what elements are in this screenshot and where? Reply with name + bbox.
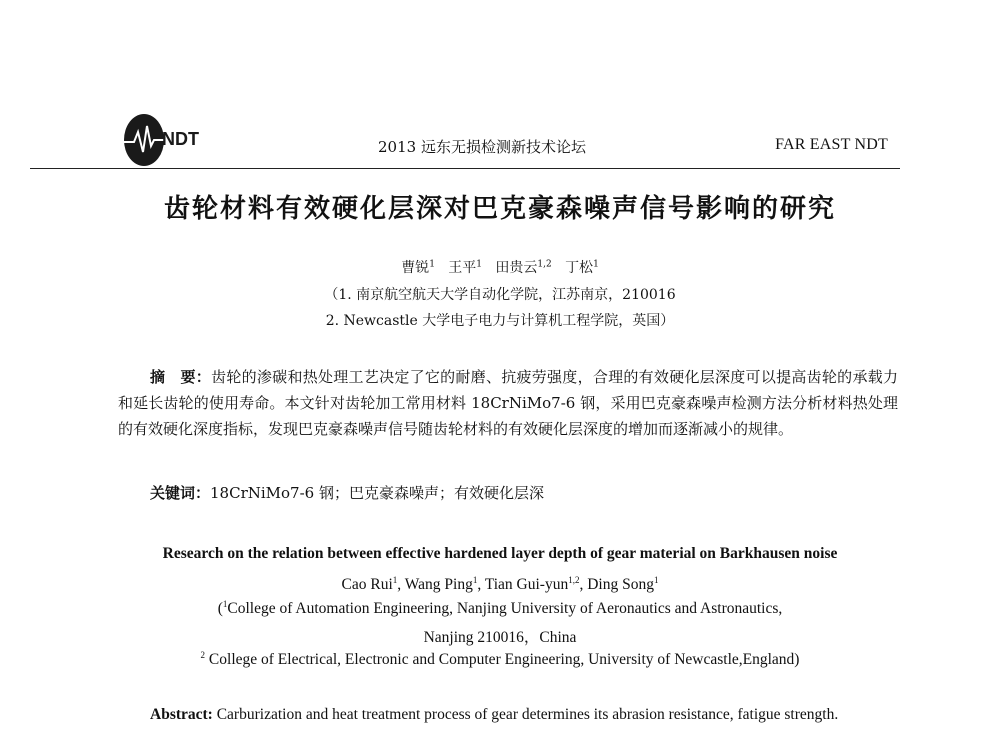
logo-text: NDT: [162, 129, 199, 149]
author-sep: ,: [579, 576, 588, 593]
author-sep: ,: [477, 576, 485, 593]
far-east-ndt-logo: [116, 112, 216, 168]
author-sup: 1: [472, 574, 478, 585]
author-list-en: [0, 576, 1000, 594]
header-divider: [30, 168, 900, 169]
author-name: Ding Song: [587, 576, 654, 593]
keywords-cn-label: 关键词：: [150, 484, 211, 502]
author-name: Tian Gui-yun: [484, 576, 569, 593]
paper-title-cn: 齿轮材料有效硬化层深对巴克豪森噪声信号影响的研究: [163, 194, 836, 224]
author-name: 田贵云: [495, 260, 538, 276]
affiliation-en-2: Nanjing 210016，China: [423, 629, 577, 646]
author-sep: ,: [397, 576, 405, 593]
author-name: Wang Ping: [404, 576, 473, 593]
affiliation-cn-1: （1. 南京航空航天大学自动化学院，江苏南京，210016: [324, 287, 676, 303]
page-header: [110, 112, 900, 170]
author-name: Cao Rui: [341, 576, 393, 593]
author-sup: 1: [429, 259, 435, 270]
affiliation-cn-2: 2. Newcastle 大学电子电力与计算机工程学院，英国）: [325, 313, 675, 329]
author-name: 王平: [448, 260, 477, 276]
author-name: 丁松: [565, 260, 594, 276]
keywords-cn: [150, 482, 544, 503]
author-sup: 1,2: [537, 259, 552, 270]
truncated-next-line: [150, 728, 900, 733]
affiliation-en-1: ($^1$College of Automation Engineering, Nanjing University of Aeronautics and Astronautics,: [217, 598, 783, 617]
abstract-cn-text: 齿轮的渗碳和热处理工艺决定了它的耐磨、抗疲劳强度，合理的有效硬化层深度可以提高齿轮的承载力和延长齿轮的使用寿命。本文针对齿轮加工常用材料 18CrNiMo7-6 钢，采用巴克豪森噪声检测方法分析材料热处理的有效硬化深度指标，发现巴克豪森噪声信号随齿轮材料的有效硬化层深度的增加而逐渐减小的规律。: [118, 368, 898, 438]
conference-name: 2013 远东无损检测新技术论坛: [378, 138, 586, 156]
affiliation-en-3: $^2$ College of Electrical, Electronic and Computer Engineering, University of Newcastle,England): [200, 649, 800, 668]
abstract-en-text: Carburization and heat treatment process of gear determines its abrasion resistance, fatigue strength.: [212, 706, 839, 723]
abstract-en: [150, 706, 838, 724]
author-list-cn: [0, 257, 1000, 277]
author-sup: 1: [653, 574, 659, 585]
conference-name-en: FAR EAST NDT: [775, 136, 888, 153]
author-sup: 1: [476, 259, 483, 270]
author-name: 曹锐: [401, 260, 430, 276]
author-sup: 1,2: [568, 574, 580, 585]
abstract-cn: [118, 364, 898, 442]
abstract-en-label: Abstract:: [150, 706, 213, 723]
author-sup: 1: [392, 574, 398, 585]
keywords-cn-text: 18CrNiMo7-6 钢；巴克豪森噪声；有效硬化层深: [210, 484, 544, 502]
abstract-cn-label: 摘 要：: [150, 368, 212, 386]
author-sup: 1: [593, 259, 599, 270]
paper-title-en: Research on the relation between effective hardened layer depth of gear material on Barkhausen noise: [162, 545, 838, 562]
